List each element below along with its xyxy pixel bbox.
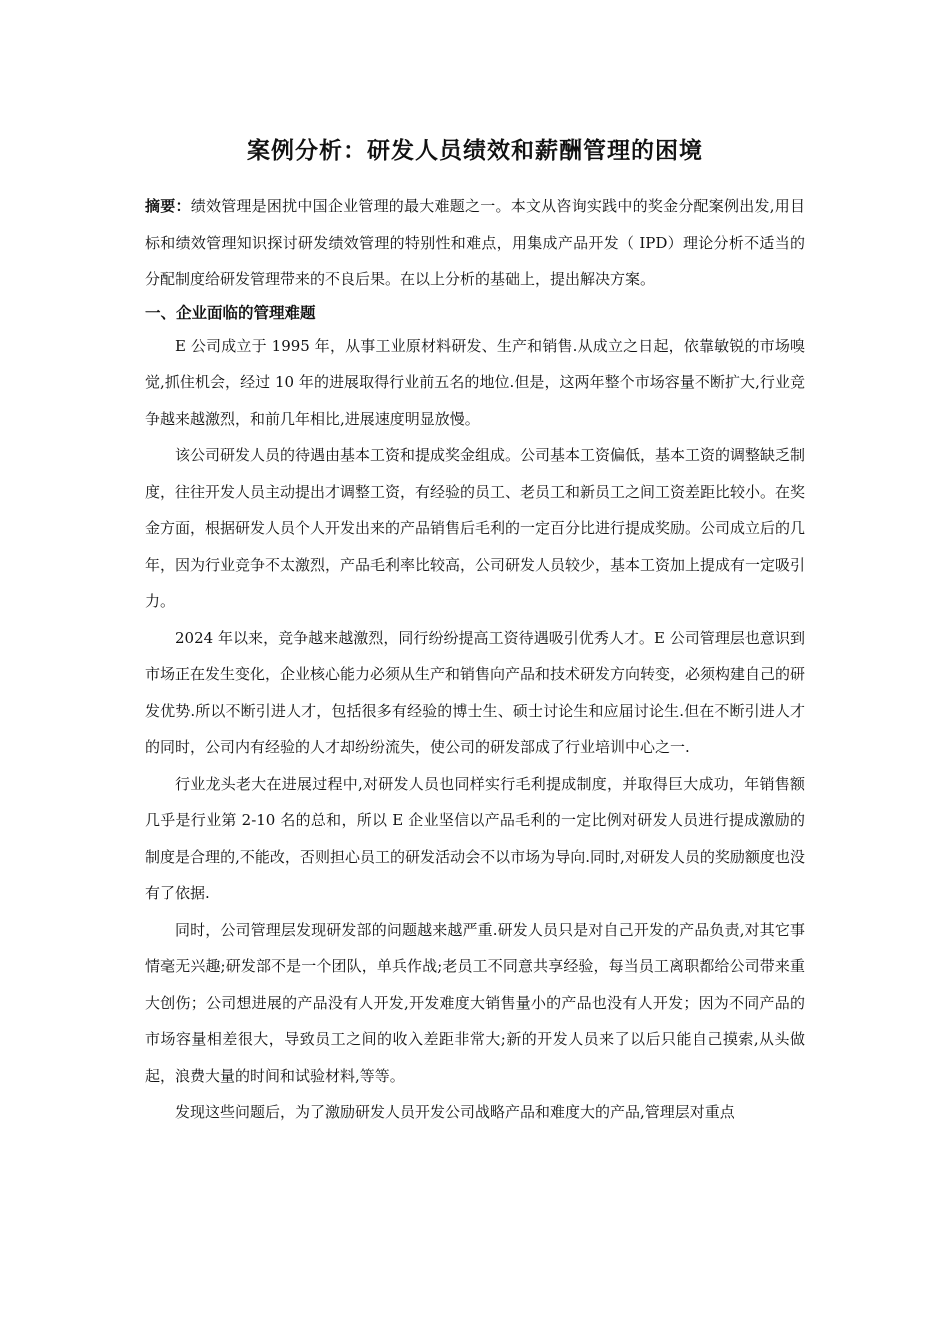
section-heading: 一、企业面临的管理难题 [145, 303, 316, 322]
paragraph-company-background: E 公司成立于 1995 年，从事工业原材料研发、生产和销售.从成立之日起，依靠敏锐的市场嗅觉,抓住机会，经过 10 年的进展取得行业前五名的地位.但是，这两年整个市场容量不断扩大,行业竞争越来越激烈，和前几年相比,进展速度明显放慢。 [145, 336, 805, 428]
paragraph-industry-leader: 行业龙头老大在进展过程中,对研发人员也同样实行毛利提成制度，并取得巨大成功，年销售额几乎是行业第 2-10 名的总和，所以 E 企业坚信以产品毛利的一定比例对研发人员进行提成激励的制度是合理的,不能改，否则担心员工的研发活动会不以市场为导向.同时,对研发人员的奖励额度也没有了依据. [145, 774, 805, 902]
paragraph-compensation-structure: 该公司研发人员的待遇由基本工资和提成奖金组成。公司基本工资偏低，基本工资的调整缺乏制度，往往开发人员主动提出才调整工资，有经验的员工、老员工和新员工之间工资差距比较小。在奖金方面，根据研发人员个人开发出来的产品销售后毛利的一定百分比进行提成奖励。公司成立后的几年，因为行业竞争不太激烈，产品毛利率比较高，公司研发人员较少，基本工资加上提成有一定吸引力。 [145, 446, 806, 610]
paragraph-talent-competition: 2024 年以来，竞争越来越激烈，同行纷纷提高工资待遇吸引优秀人才。E 公司管理层也意识到市场正在发生变化，企业核心能力必须从生产和销售向产品和技术研发方向转变，必须构建自己的研发优势.所以不断引进人才，包括很多有经验的博士生、硕士讨论生和应届讨论生.但在不断引进人才的同时，公司内有经验的人才却纷纷流失，使公司的研发部成了行业培训中心之一. [145, 628, 806, 756]
paragraph-management-response: 发现这些问题后，为了激励研发人员开发公司战略产品和难度大的产品,管理层对重点 [175, 1103, 735, 1121]
paragraph-rd-problems: 同时，公司管理层发现研发部的问题越来越严重.研发人员只是对自己开发的产品负责,对其它事情毫无兴趣;研发部不是一个团队，单兵作战;老员工不同意共享经验，每当员工离职都给公司带来重大创伤；公司想进展的产品没有人开发,开发难度大销售量小的产品也没有人开发；因为不同产品的市场容量相差很大，导致员工之间的收入差距非常大;新的开发人员来了以后只能自己摸索,从头做起，浪费大量的时间和试验材料,等等。 [145, 920, 805, 1085]
abstract [145, 188, 805, 298]
document-title: 案例分析：研发人员绩效和薪酬管理的困境 [247, 138, 703, 164]
document-body [145, 132, 805, 1131]
abstract-label: 摘要： [145, 197, 191, 215]
abstract-text: 绩效管理是困扰中国企业管理的最大难题之一。本文从咨询实践中的奖金分配案例出发,用目标和绩效管理知识探讨研发绩效管理的特别性和难点，用集成产品开发（ IPD）理论分析不适当的分配制度给研发管理带来的不良后果。在以上分析的基础上，提出解决方案。 [145, 197, 805, 288]
